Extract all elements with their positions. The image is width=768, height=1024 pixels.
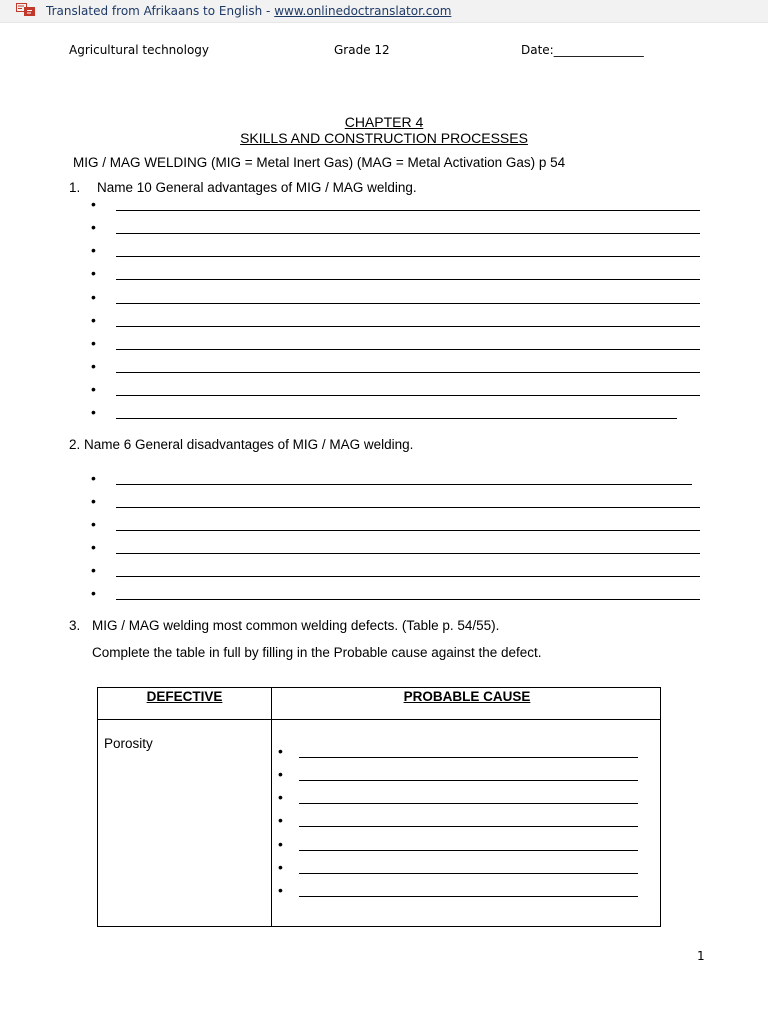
advantage-answer-line[interactable] bbox=[116, 210, 700, 211]
advantage-answer-line[interactable] bbox=[116, 233, 700, 234]
advantage-bullet: • bbox=[91, 242, 96, 258]
advantage-bullet: • bbox=[91, 196, 96, 212]
advantage-bullet: • bbox=[91, 265, 96, 281]
question-3-number: 3. bbox=[69, 618, 81, 633]
advantage-answer-line[interactable] bbox=[116, 349, 700, 350]
advantage-answer-line[interactable] bbox=[116, 279, 700, 280]
disadvantage-bullet: • bbox=[91, 493, 96, 509]
porosity-cause-answer-line[interactable] bbox=[299, 757, 638, 758]
advantage-answer-line[interactable] bbox=[116, 326, 700, 327]
defect-porosity: Porosity bbox=[104, 736, 153, 751]
disadvantage-answer-line[interactable] bbox=[116, 484, 692, 485]
porosity-cause-bullet: • bbox=[278, 766, 283, 782]
disadvantage-answer-line[interactable] bbox=[116, 576, 700, 577]
grade-label: Grade 12 bbox=[334, 43, 390, 57]
translation-banner bbox=[0, 0, 768, 23]
page-number: 1 bbox=[697, 949, 705, 963]
advantage-answer-line[interactable] bbox=[116, 372, 700, 373]
advantage-bullet: • bbox=[91, 312, 96, 328]
porosity-cause-answer-line[interactable] bbox=[299, 873, 638, 874]
advantage-answer-line[interactable] bbox=[116, 256, 700, 257]
porosity-cause-bullet: • bbox=[278, 743, 283, 759]
advantage-bullet: • bbox=[91, 335, 96, 351]
advantage-bullet: • bbox=[91, 381, 96, 397]
disadvantage-answer-line[interactable] bbox=[116, 507, 700, 508]
question-1-number: 1. bbox=[69, 180, 81, 195]
porosity-cause-answer-line[interactable] bbox=[299, 896, 638, 897]
advantage-answer-line[interactable] bbox=[116, 395, 700, 396]
subject-label: Agricultural technology bbox=[69, 43, 210, 57]
defects-table bbox=[97, 687, 661, 927]
disadvantage-bullet: • bbox=[91, 470, 96, 486]
disadvantage-bullet: • bbox=[91, 562, 96, 578]
porosity-cause-answer-line[interactable] bbox=[299, 850, 638, 851]
porosity-cause-answer-line[interactable] bbox=[299, 780, 638, 781]
porosity-cause-bullet: • bbox=[278, 882, 283, 898]
disadvantage-bullet: • bbox=[91, 585, 96, 601]
porosity-cause-bullet: • bbox=[278, 836, 283, 852]
porosity-cause-answer-line[interactable] bbox=[299, 826, 638, 827]
advantage-bullet: • bbox=[91, 219, 96, 235]
disadvantage-answer-line[interactable] bbox=[116, 530, 700, 531]
table-header-divider bbox=[98, 719, 660, 720]
translator-link[interactable]: www.onlinedoctranslator.com bbox=[274, 4, 452, 18]
question-2-text: 2. Name 6 General disadvantages of MIG / MAG welding. bbox=[69, 437, 414, 452]
porosity-cause-bullet: • bbox=[278, 859, 283, 875]
porosity-cause-bullet: • bbox=[278, 789, 283, 805]
table-instruction: Complete the table in full by filling in the Probable cause against the defect. bbox=[92, 645, 542, 660]
date-label: Date:_______________ bbox=[521, 43, 644, 57]
advantage-answer-line[interactable] bbox=[116, 303, 700, 304]
disadvantage-answer-line[interactable] bbox=[116, 553, 700, 554]
advantage-bullet: • bbox=[91, 358, 96, 374]
mig-mag-subtitle: MIG / MAG WELDING (MIG = Metal Inert Gas) (MAG = Metal Activation Gas) p 54 bbox=[73, 155, 566, 170]
probable-cause-column-header: PROBABLE CAUSE bbox=[403, 689, 531, 704]
porosity-cause-answer-line[interactable] bbox=[299, 803, 638, 804]
chapter-title: CHAPTER 4 bbox=[344, 114, 424, 130]
question-3-text: MIG / MAG welding most common welding defects. (Table p. 54/55). bbox=[92, 618, 500, 633]
advantage-bullet: • bbox=[91, 404, 96, 420]
disadvantage-answer-line[interactable] bbox=[116, 599, 700, 600]
advantage-bullet: • bbox=[91, 289, 96, 305]
advantage-answer-line[interactable] bbox=[116, 418, 677, 419]
translate-icon bbox=[16, 3, 36, 17]
disadvantage-bullet: • bbox=[91, 539, 96, 555]
disadvantage-bullet: • bbox=[91, 516, 96, 532]
table-column-divider bbox=[271, 688, 272, 926]
banner-text: Translated from Afrikaans to English - www.onlinedoctranslator.com bbox=[46, 4, 452, 18]
porosity-cause-bullet: • bbox=[278, 812, 283, 828]
defective-column-header: DEFECTIVE bbox=[146, 689, 223, 704]
question-1-text: Name 10 General advantages of MIG / MAG welding. bbox=[97, 180, 417, 195]
section-title: SKILLS AND CONSTRUCTION PROCESSES bbox=[240, 130, 528, 146]
